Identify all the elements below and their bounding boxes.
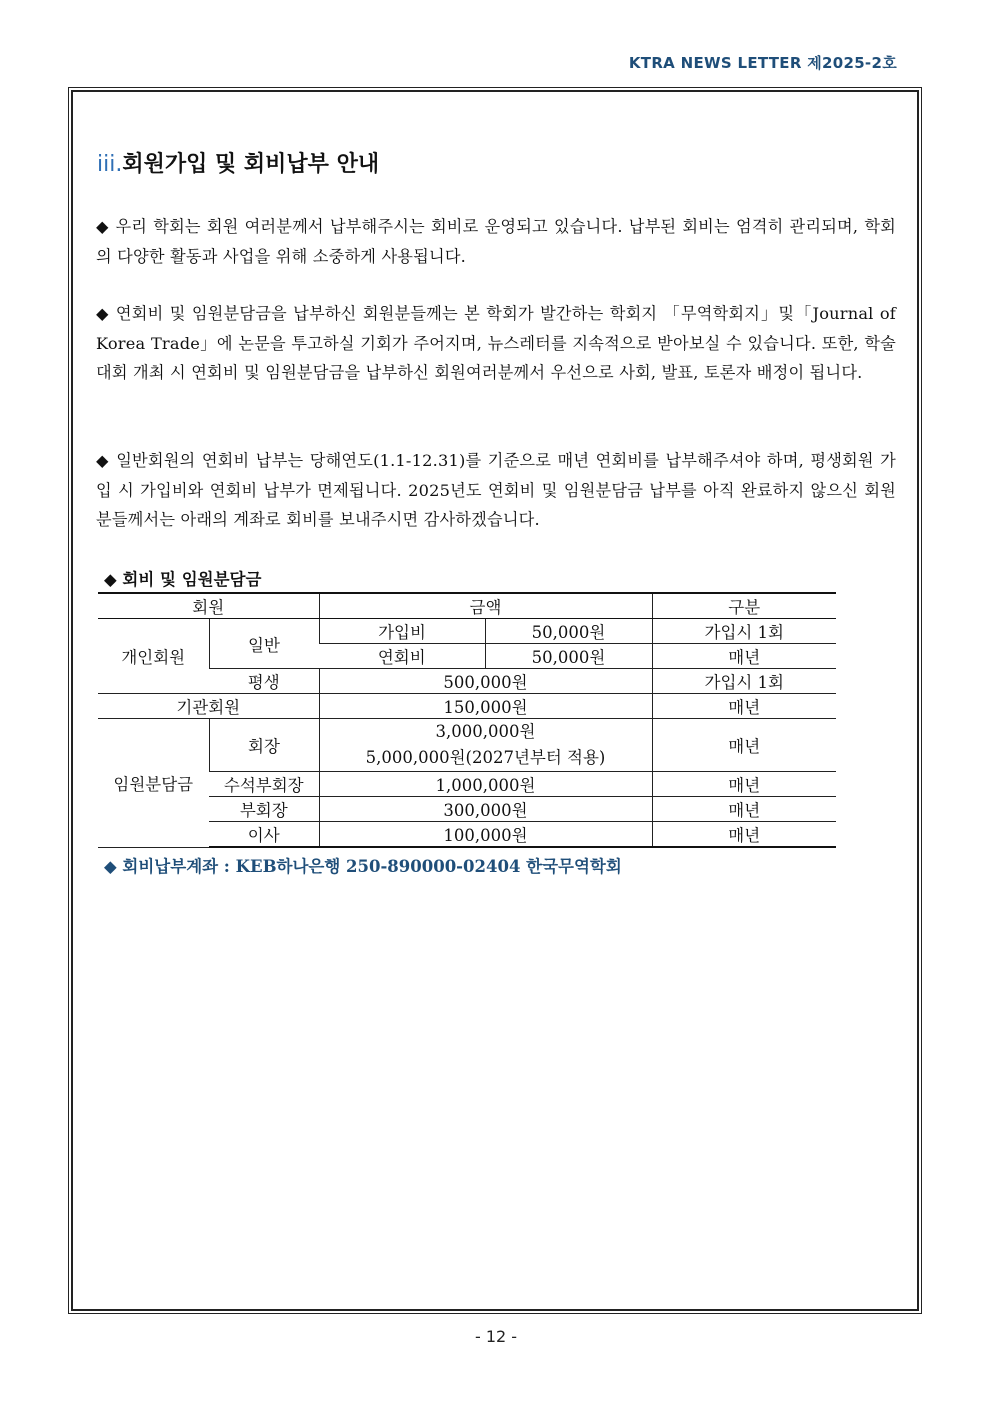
institution-amount: 150,000원 bbox=[319, 694, 652, 719]
officer-role: 부회장 bbox=[209, 797, 319, 822]
officer-amount: 100,000원 bbox=[319, 822, 652, 848]
lifetime-member-label: 평생 bbox=[209, 669, 319, 694]
newsletter-header: KTRA NEWS LETTER 제2025-2호 bbox=[628, 54, 897, 72]
institution-category: 매년 bbox=[652, 694, 836, 719]
officer-category: 매년 bbox=[652, 797, 836, 822]
lifetime-category: 가입시 1회 bbox=[652, 669, 836, 694]
president-amount-2027: 5,000,000원(2027년부터 적용) bbox=[365, 748, 606, 767]
officer-role: 수석부회장 bbox=[209, 772, 319, 797]
header-amount: 금액 bbox=[319, 593, 652, 619]
officer-amount: 300,000원 bbox=[319, 797, 652, 822]
table-row bbox=[98, 694, 836, 719]
table-row bbox=[98, 822, 836, 848]
individual-member-label: 개인회원 bbox=[98, 619, 209, 694]
join-fee-category: 가입시 1회 bbox=[652, 619, 836, 644]
officer-category: 매년 bbox=[652, 719, 836, 772]
paragraph-annual-payment: ◆ 일반회원의 연회비 납부는 당해연도(1.1-12.31)를 기준으로 매년 연회비를 납부해주셔야 하며, 평생회원 가입 시 가입비와 연회비 납부가 면제됩니다. 2025년도 연회비 및 임원분담금 납부를 아직 완료하지 않으신 회원분들께서는 아래의 계좌로 회비를 보내주시면 감사하겠습니다. bbox=[96, 451, 896, 529]
payment-account-info: ◆ 회비납부계좌 : KEB하나은행 250-890000-02404 한국무역학회 bbox=[104, 857, 622, 876]
lifetime-amount: 500,000원 bbox=[319, 669, 652, 694]
table-row bbox=[98, 719, 836, 772]
join-fee-amount: 50,000원 bbox=[485, 619, 652, 644]
section-numeral: iii. bbox=[97, 152, 123, 177]
president-amount-current: 3,000,000원 bbox=[435, 722, 536, 741]
header-category: 구분 bbox=[652, 593, 836, 619]
officer-role: 이사 bbox=[209, 822, 319, 848]
officer-role: 회장 bbox=[209, 719, 319, 772]
fee-table-heading: ◆ 회비 및 임원분담금 bbox=[104, 570, 262, 589]
paragraph-fee-usage: ◆ 우리 학회는 회원 여러분께서 납부해주시는 회비로 운영되고 있습니다. 납부된 회비는 엄격히 관리되며, 학회의 다양한 활동과 사업을 위해 소중하게 사용됩니다. bbox=[96, 217, 896, 266]
officer-amount: 1,000,000원 bbox=[319, 772, 652, 797]
annual-fee-category: 매년 bbox=[652, 644, 836, 669]
table-row bbox=[98, 797, 836, 822]
institution-member-label: 기관회원 bbox=[98, 694, 319, 719]
fee-table bbox=[98, 592, 836, 848]
officer-category: 매년 bbox=[652, 772, 836, 797]
paragraph-member-benefits: ◆ 연회비 및 임원분담금을 납부하신 회원분들께는 본 학회가 발간하는 학회지 「무역학회지」및「Journal of Korea Trade」에 논문을 투고하실 기회가 주어지며, 뉴스레터를 지속적으로 받아보실 수 있습니다. 또한, 학술대회 개최 시 연회비 및 임원분담금을 납부하신 회원여러분께서 우선으로 사회, 발표, 토론자 배정이 됩니다. bbox=[96, 304, 896, 382]
annual-fee-label: 연회비 bbox=[319, 644, 485, 669]
join-fee-label: 가입비 bbox=[319, 619, 485, 644]
general-member-label: 일반 bbox=[209, 619, 319, 669]
table-header-row bbox=[98, 593, 836, 619]
page-number: - 12 - bbox=[474, 1327, 518, 1346]
section-title-text: 회원가입 및 회비납부 안내 bbox=[122, 152, 380, 177]
section-title bbox=[97, 147, 379, 178]
table-row bbox=[98, 619, 836, 644]
table-row bbox=[98, 772, 836, 797]
annual-fee-amount: 50,000원 bbox=[485, 644, 652, 669]
officer-fee-label: 임원분담금 bbox=[98, 719, 209, 848]
header-member: 회원 bbox=[98, 593, 319, 619]
table-row bbox=[98, 669, 836, 694]
officer-amount bbox=[319, 719, 652, 772]
officer-category: 매년 bbox=[652, 822, 836, 848]
